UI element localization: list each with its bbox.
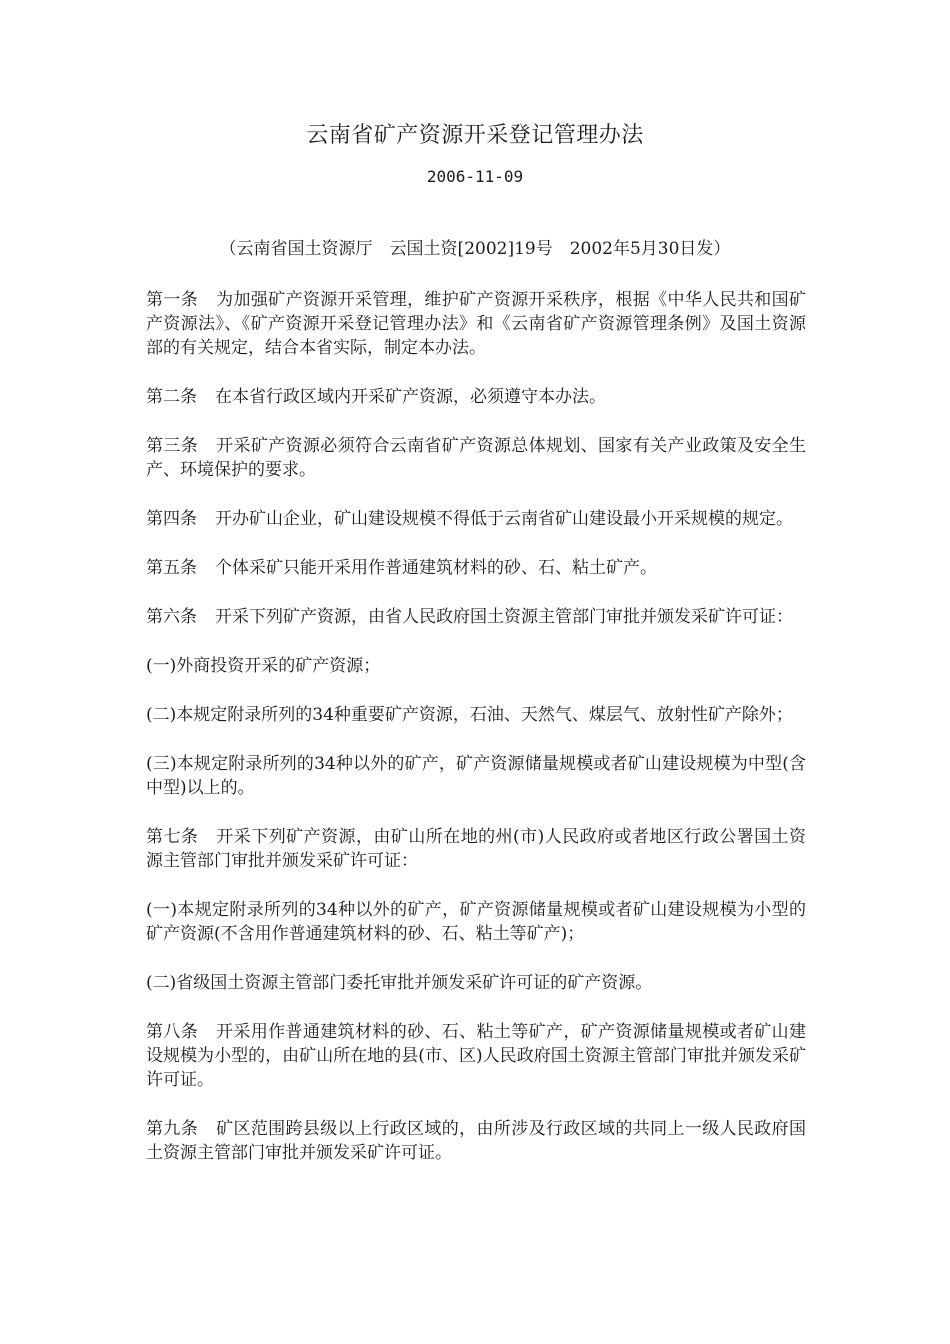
article-number: 第四条 <box>146 509 197 529</box>
article-6-item-3 <box>146 752 806 800</box>
article-text: 开办矿山企业，矿山建设规模不得低于云南省矿山建设最小开采规模的规定。 <box>215 509 793 529</box>
item-text: (二)本规定附录所列的34种重要矿产资源，石油、天然气、煤层气、放射性矿产除外； <box>146 705 793 725</box>
article-4 <box>146 507 806 531</box>
document-date: 2006-11-09 <box>426 167 524 186</box>
article-8 <box>146 1020 806 1092</box>
article-6-item-1 <box>146 654 806 678</box>
document-title: 云南省矿产资源开采登记管理办法 <box>306 123 644 148</box>
article-7 <box>146 825 806 873</box>
article-text: 开采下列矿产资源，由省人民政府国土资源主管部门审批并颁发采矿许可证： <box>215 607 793 627</box>
article-number: 第二条 <box>146 387 197 407</box>
article-number: 第九条 <box>146 1119 199 1139</box>
article-text: 为加强矿产资源开采管理，维护矿产资源开采秩序，根据《中华人民共和国矿产资源法》、《矿产资源开采登记管理办法》和《云南省矿产资源管理条例》及国土资源部的有关规定，结合本省实际，制定本办法。 <box>146 290 807 358</box>
item-text: (三)本规定附录所列的34种以外的矿产，矿产资源储量规模或者矿山建设规模为中型(含中型)以上的。 <box>146 754 806 798</box>
article-7-item-2 <box>146 971 806 995</box>
item-text: (一)本规定附录所列的34种以外的矿产，矿产资源储量规模或者矿山建设规模为小型的矿产资源(不含用作普通建筑材料的砂、石、粘土等矿产)； <box>146 900 806 944</box>
article-text: 个体采矿只能开采用作普通建筑材料的砂、石、粘土矿产。 <box>215 558 657 578</box>
issuer-line: （云南省国土资源厅 云国土资[2002]19号 2002年5月30日发） <box>219 239 731 259</box>
article-number: 第八条 <box>146 1022 199 1042</box>
article-number: 第七条 <box>146 827 199 847</box>
article-text: 开采矿产资源必须符合云南省矿产资源总体规划、国家有关产业政策及安全生产、环境保护的要求。 <box>146 436 807 480</box>
article-number: 第一条 <box>146 290 199 310</box>
article-number: 第六条 <box>146 607 197 627</box>
article-9 <box>146 1117 806 1165</box>
article-1 <box>146 288 806 360</box>
article-3 <box>146 434 806 482</box>
article-2 <box>146 385 806 409</box>
document-body <box>146 288 806 1190</box>
article-number: 第三条 <box>146 436 199 456</box>
item-text: (二)省级国土资源主管部门委托审批并颁发采矿许可证的矿产资源。 <box>146 973 653 993</box>
article-7-item-1 <box>146 898 806 946</box>
article-5 <box>146 556 806 580</box>
article-text: 矿区范围跨县级以上行政区域的，由所涉及行政区域的共同上一级人民政府国土资源主管部门审批并颁发采矿许可证。 <box>146 1119 807 1163</box>
article-text: 开采用作普通建筑材料的砂、石、粘土等矿产，矿产资源储量规模或者矿山建设规模为小型的，由矿山所在地的县(市、区)人民政府国土资源主管部门审批并颁发采矿许可证。 <box>146 1022 807 1090</box>
article-6-item-2 <box>146 703 806 727</box>
article-6 <box>146 605 806 629</box>
item-text: (一)外商投资开采的矿产资源； <box>146 656 381 676</box>
article-number: 第五条 <box>146 558 197 578</box>
article-text: 在本省行政区域内开采矿产资源，必须遵守本办法。 <box>215 387 606 407</box>
article-text: 开采下列矿产资源，由矿山所在地的州(市)人民政府或者地区行政公署国土资源主管部门审批并颁发采矿许可证： <box>146 827 807 871</box>
